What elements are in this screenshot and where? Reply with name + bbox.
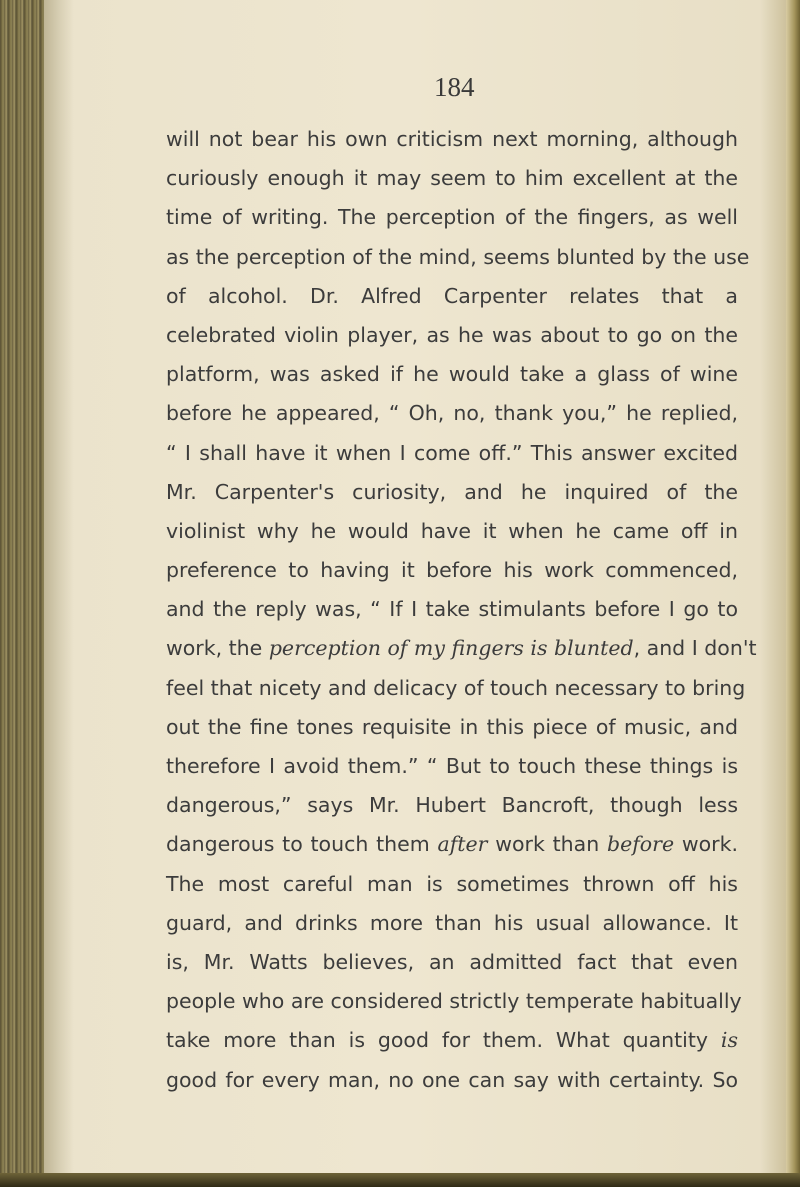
text-line: therefore I avoid them.” “ But to touch these things is bbox=[166, 754, 738, 778]
page-bottom-edge bbox=[0, 1173, 800, 1187]
text-line: The most careful man is sometimes thrown off his bbox=[166, 871, 738, 896]
text-line: people who are considered strictly temperate habitually bbox=[166, 989, 742, 1014]
text-line: celebrated violin player, as he was about to go on the bbox=[166, 322, 738, 347]
text-line: feel that nicety and delicacy of touch necessary to bring bbox=[166, 675, 746, 700]
text-line: preference to having it before his work commenced, bbox=[166, 558, 738, 583]
text-line: out the fine tones requisite in this piece of music, and bbox=[166, 714, 738, 739]
italic-phrase: perception of my fingers is blunted bbox=[268, 636, 634, 661]
text-line: dangerous,” says Mr. Hubert Bancroft, though less bbox=[166, 793, 738, 818]
text-line: curiously enough it may seem to him excellent at the bbox=[166, 166, 738, 191]
text-line: as the perception of the mind, seems blunted by the use bbox=[166, 244, 750, 269]
italic-word: is bbox=[720, 1028, 738, 1053]
italic-word: after bbox=[437, 832, 488, 857]
text-line: of alcohol. Dr. Alfred Carpenter relates that a bbox=[166, 283, 738, 308]
page-right-edge bbox=[786, 0, 800, 1187]
text-line: and the reply was, “ If I take stimulants before I go to bbox=[166, 597, 738, 622]
text-line: time of writing. The perception of the fingers, as well bbox=[166, 205, 738, 230]
text-line: Mr. Carpenter's curiosity, and he inquired of the bbox=[166, 479, 738, 504]
text-line: guard, and drinks more than his usual allowance. It bbox=[166, 910, 738, 935]
text-line: violinist why he would have it when he came off in bbox=[166, 518, 738, 543]
text-line: work, the perception of my fingers is blunted, and I don't bbox=[166, 636, 757, 661]
italic-word: before bbox=[606, 832, 675, 857]
text-line: is, Mr. Watts believes, an admitted fact that even bbox=[166, 949, 738, 974]
text-line: “ I shall have it when I come off.” This answer excited bbox=[166, 440, 738, 465]
text-line: before he appeared, “ Oh, no, thank you,” he replied, bbox=[166, 401, 738, 426]
gutter-shadow bbox=[44, 0, 74, 1187]
book-spine-edge bbox=[0, 0, 44, 1187]
text-line: take more than is good for them. What quantity is bbox=[166, 1028, 738, 1053]
text-line: platform, was asked if he would take a glass of wine bbox=[166, 362, 738, 387]
text-line: will not bear his own criticism next morning, although bbox=[166, 127, 738, 151]
page-number: 184 bbox=[434, 72, 475, 102]
text-line: dangerous to touch them after work than before work. bbox=[166, 832, 738, 857]
text-line: good for every man, no one can say with certainty. So bbox=[166, 1067, 738, 1092]
body-text bbox=[166, 120, 757, 1100]
